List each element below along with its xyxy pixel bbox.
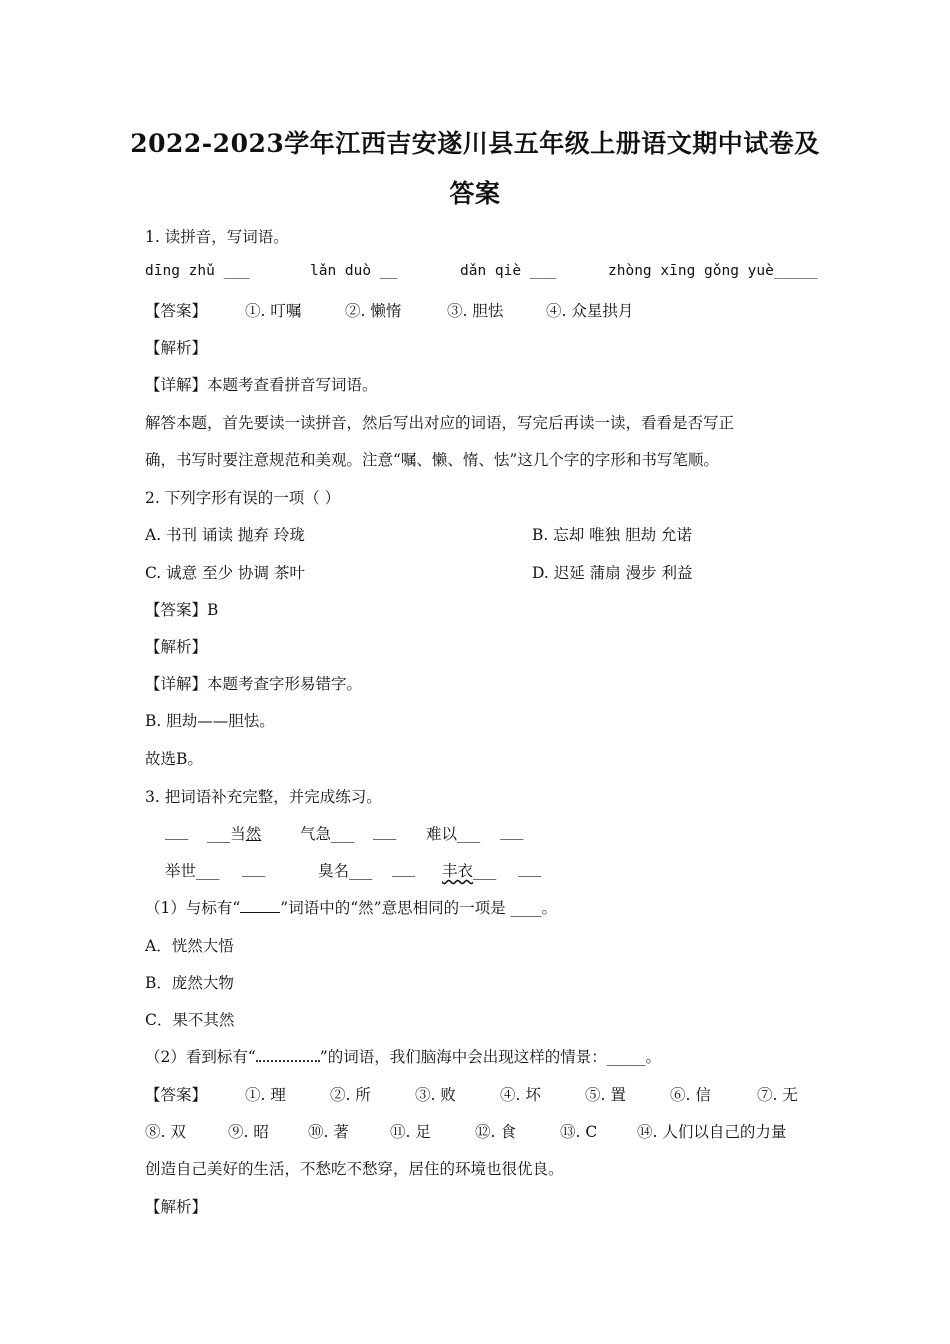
q3-answer-7: ⑦. 无 xyxy=(757,1086,798,1104)
q1-pinyin-3: dǎn qiè ___ xyxy=(460,263,557,279)
q3-sub1-underline-mark xyxy=(240,898,280,913)
q3-answer-14: ⑭. 人们以自己的力量 xyxy=(637,1123,787,1141)
q2-note: B. 胆劫——胆怯。 xyxy=(145,712,275,730)
q3-wavy-word: 丰衣 xyxy=(442,862,474,880)
q3-row2-word2: 臭名___ xyxy=(318,862,373,880)
q3-answer-11: ⑪. 足 xyxy=(390,1123,431,1141)
q2-option-d: D. 迟延 蒲扇 漫步 利益 xyxy=(532,564,693,582)
q3-answer-9: ⑨. 昭 xyxy=(228,1123,269,1141)
q3-row1-blank1: ___ xyxy=(165,822,189,840)
q2-stem: 2. 下列字形有误的一项（ ） xyxy=(145,489,341,507)
q3-row1-word2: 气急___ xyxy=(300,825,355,843)
q1-answer-1: ①. 叮嘱 xyxy=(245,302,302,320)
q1-answer-2: ②. 懒惰 xyxy=(345,302,402,320)
q3-answer-1: ①. 理 xyxy=(245,1086,286,1104)
q3-answer-cont: 创造自己美好的生活，不愁吃不愁穿，居住的环境也很优良。 xyxy=(145,1160,564,1178)
q1-para1: 解答本题，首先要读一读拼音，然后写出对应的词语，写完后再读一读，看看是否写正 xyxy=(145,414,735,432)
q3-row1-word1 xyxy=(207,822,261,844)
q1-answer-label: 【答案】 xyxy=(145,302,208,320)
doc-title-line2: 答案 xyxy=(449,179,501,208)
q3-answer-2: ②. 所 xyxy=(330,1086,371,1104)
q1-pinyin-1: dīng zhǔ ___ xyxy=(145,263,250,279)
q3-answer-13: ⑬. C xyxy=(560,1123,598,1141)
q3-row2-word3 xyxy=(442,859,496,881)
q1-pinyin-2: lǎn duò __ xyxy=(310,263,398,279)
q1-analysis-label: 【解析】 xyxy=(145,339,208,357)
q1-detail: 【详解】本题考查看拼音写词语。 xyxy=(145,376,378,394)
q2-answer: 【答案】B xyxy=(145,601,219,619)
q3-option-a: A．恍然大悟 xyxy=(145,937,234,955)
q3-sub2-suffix: ”的词语，我们脑海中会出现这样的情景：_____。 xyxy=(319,1048,661,1066)
q1-stem: 1. 读拼音，写词语。 xyxy=(145,228,289,246)
q3-row1-word3: 难以___ xyxy=(426,825,481,843)
doc-title-line1: 2022-2023学年江西吉安遂川县五年级上册语文期中试卷及 xyxy=(130,129,820,158)
q1-pinyin-4: zhòng xīng gǒng yuè_____ xyxy=(608,263,818,279)
q3-answer-4: ④. 坏 xyxy=(500,1086,541,1104)
q3-row1-blank3: ___ xyxy=(500,822,524,840)
q1-answer-3: ③. 胆怯 xyxy=(447,302,504,320)
q3-sub1 xyxy=(145,896,557,918)
q3-sub1-suffix: ”词语中的“然”意思相同的一项是 ____。 xyxy=(280,899,557,917)
q3-option-b: B．庞然大物 xyxy=(145,974,234,992)
q2-option-b: B. 忘却 唯独 胆劫 允诺 xyxy=(532,526,693,544)
q1-answer-4: ④. 众星拱月 xyxy=(546,302,634,320)
q1-para2: 确，书写时要注意规范和美观。注意“嘱、懒、惰、怯”这几个字的字形和书写笔顺。 xyxy=(145,451,719,469)
q3-answer-6: ⑥. 信 xyxy=(670,1086,711,1104)
q3-sub2-prefix: （2）看到标有“ xyxy=(145,1048,256,1066)
q3-option-c: C．果不其然 xyxy=(145,1011,235,1029)
q3-answer-5: ⑤. 置 xyxy=(585,1086,626,1104)
q3-answer-10: ⑩. 著 xyxy=(308,1123,349,1141)
q3-answer-3: ③. 败 xyxy=(415,1086,456,1104)
q2-analysis-label: 【解析】 xyxy=(145,638,208,656)
q3-row2-blank2: ___ xyxy=(392,859,416,877)
q3-answer-8: ⑧. 双 xyxy=(145,1123,186,1141)
q3-row1-word1-text: ___当 xyxy=(207,825,246,843)
q2-detail: 【详解】本题考查字形易错字。 xyxy=(145,675,363,693)
q2-choose: 故选B。 xyxy=(145,750,203,768)
q3-stem: 3. 把词语补充完整，并完成练习。 xyxy=(145,788,382,806)
q3-sub1-prefix: （1）与标有“ xyxy=(145,899,241,917)
q3-sub2-wavy-mark xyxy=(256,1046,320,1062)
q2-option-a: A. 书刊 诵读 抛弃 玲珑 xyxy=(145,526,305,544)
q3-sub2 xyxy=(145,1045,661,1067)
q3-row2-blank3: ___ xyxy=(518,859,542,877)
q3-answer-label: 【答案】 xyxy=(145,1086,208,1104)
q3-row1-blank2: ___ xyxy=(373,822,397,840)
q3-row2-word3-blank: ___ xyxy=(473,862,497,880)
q3-row2-word1: 举世___ xyxy=(165,862,220,880)
q3-answer-12: ⑫. 食 xyxy=(475,1123,516,1141)
q3-underlined-ran: 然 xyxy=(245,825,262,843)
q2-option-c: C. 诚意 至少 协调 茶叶 xyxy=(145,564,305,582)
q3-row2-blank1: ___ xyxy=(242,859,266,877)
q3-analysis-label: 【解析】 xyxy=(145,1198,208,1216)
